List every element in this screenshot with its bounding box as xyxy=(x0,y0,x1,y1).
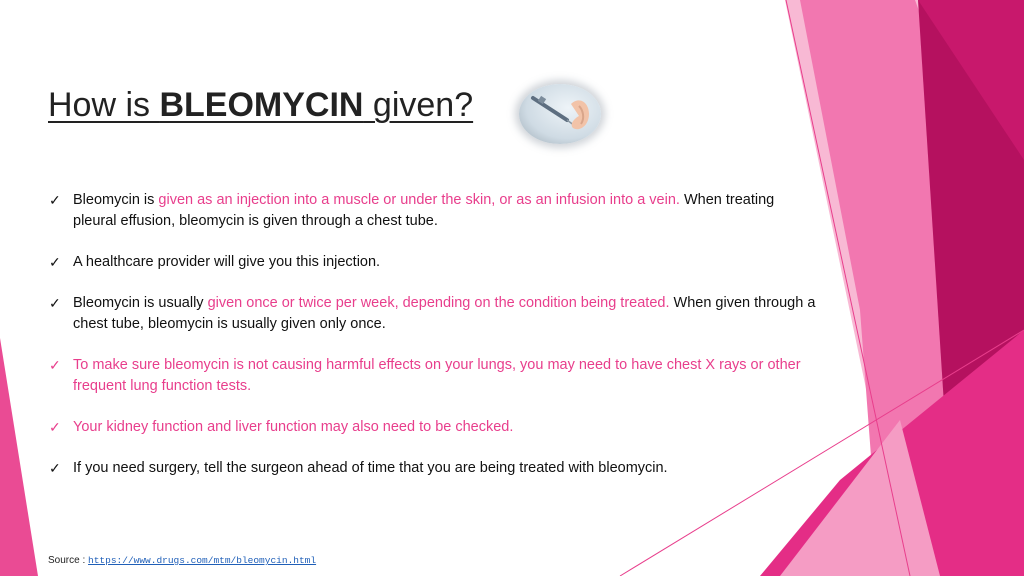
checkmark-icon: ✓ xyxy=(49,192,61,208)
checkmark-icon: ✓ xyxy=(49,460,61,476)
bullet-item xyxy=(49,252,819,273)
left-pink-triangle xyxy=(0,338,38,576)
source-citation xyxy=(48,555,316,566)
bullet-item xyxy=(49,417,819,438)
checkmark-icon: ✓ xyxy=(49,254,61,270)
bullet-item xyxy=(49,458,819,479)
bullet-text-continued: When treating pleural effusion, bleomycin is given through a chest tube. xyxy=(73,192,775,229)
syringe-injection-photo xyxy=(519,84,601,144)
checkmark-icon: ✓ xyxy=(49,295,61,311)
bullet-text: If you need surgery, tell the surgeon ahead of time that you are being treated with bleomycin. xyxy=(73,460,668,476)
bullet-text: Bleomycin is usually xyxy=(73,295,208,311)
title-drug-name: BLEOMYCIN xyxy=(159,86,364,124)
checkmark-icon: ✓ xyxy=(49,357,61,373)
bullet-highlight: given as an injection into a muscle or under the skin, or as an infusion into a vein. xyxy=(158,192,680,208)
source-link[interactable]: https://www.drugs.com/mtm/bleomycin.html xyxy=(88,555,317,566)
bullet-text: Bleomycin is xyxy=(73,192,159,208)
bullet-item xyxy=(49,293,819,335)
bullet-text: A healthcare provider will give you this injection. xyxy=(73,254,381,270)
bullet-item xyxy=(49,190,819,232)
slide-title xyxy=(48,86,473,125)
title-prefix: How is xyxy=(48,86,160,124)
checkmark-icon: ✓ xyxy=(49,419,61,435)
bullet-highlight: Your kidney function and liver function may also need to be checked. xyxy=(73,419,514,435)
bullet-highlight: given once or twice per week, depending on the condition being treated. xyxy=(207,295,670,311)
bullet-item xyxy=(49,355,819,397)
bullet-text-continued: When given through a chest tube, bleomycin is usually given only once. xyxy=(73,295,816,332)
bullet-list xyxy=(49,190,819,499)
bullet-highlight: To make sure bleomycin is not causing harmful effects on your lungs, you may need to have chest X rays or other frequent lung function tests. xyxy=(73,357,801,394)
syringe-icon xyxy=(519,84,601,144)
source-label: Source : xyxy=(48,555,89,566)
title-suffix: given? xyxy=(363,86,474,124)
